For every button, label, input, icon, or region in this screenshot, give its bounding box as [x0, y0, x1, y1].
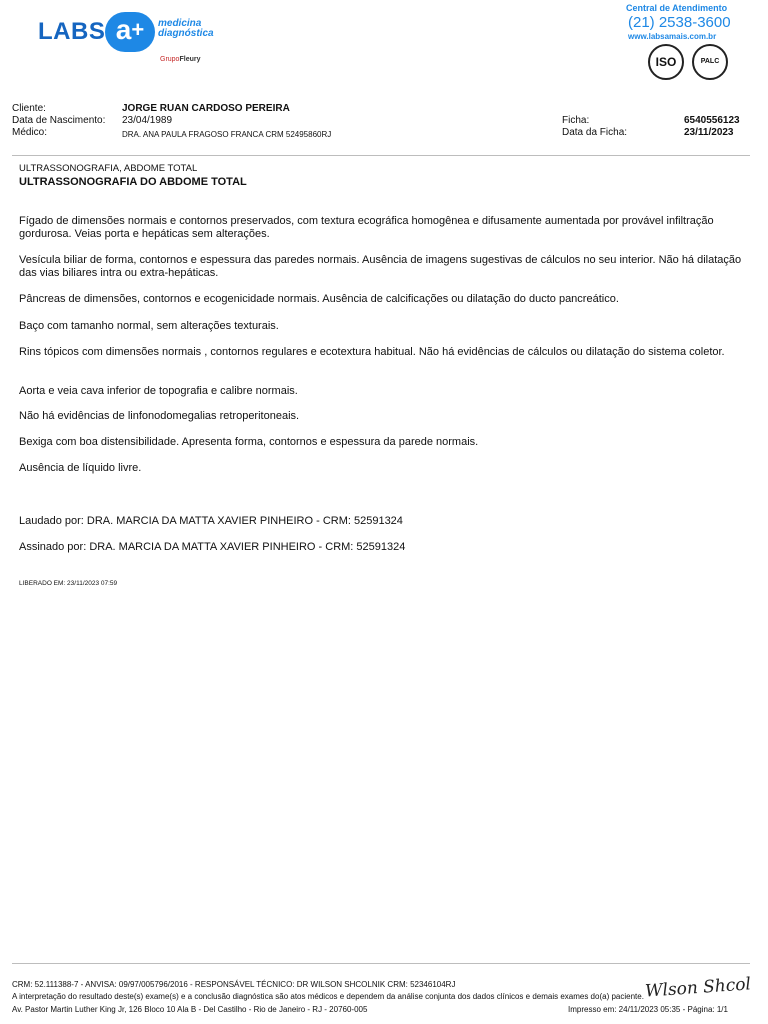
assinado-por: Assinado por: DRA. MARCIA DA MATTA XAVIER PINHEIRO - CRM: 52591324 — [19, 541, 406, 553]
footer-crm-line: CRM: 52.111388-7 - ANVISA: 09/97/005796/2016 - RESPONSÁVEL TÉCNICO: DR WILSON SHCOLNIK CRM: 52346104RJ — [12, 980, 456, 989]
paragraph-baco: Baço com tamanho normal, sem alterações texturais. — [19, 320, 279, 332]
exam-category: ULTRASSONOGRAFIA, ABDOME TOTAL — [19, 163, 198, 174]
footer-printed: Impresso em: 24/11/2023 05:35 - Página: 1/1 — [568, 1005, 728, 1014]
laudado-por: Laudado por: DRA. MARCIA DA MATTA XAVIER PINHEIRO - CRM: 52591324 — [19, 515, 403, 527]
paragraph-pancreas: Pâncreas de dimensões, contornos e ecogenicidade normais. Ausência de calcificações ou dilatação do ducto pancreático. — [19, 293, 619, 305]
ficha-label: Ficha: — [562, 115, 590, 126]
palc-seal-icon: PALC — [692, 44, 728, 80]
logo-plus-sign: + — [131, 17, 145, 42]
paragraph-vesicula: Vesícula biliar de forma, contornos e espessura das paredes normais. Ausência de imagens sugestivas de cálculos no seu interior. Não há dilatação das vias biliares intra ou extra-hepáticas. — [19, 254, 742, 279]
medico-label: Médico: — [12, 127, 48, 138]
cliente-value: JORGE RUAN CARDOSO PEREIRA — [122, 103, 290, 114]
grupo-name: Fleury — [179, 56, 201, 63]
logo-a-letter: a — [115, 14, 132, 45]
signature-image: Wlson Shcol — [644, 974, 752, 1002]
data-ficha-value: 23/11/2023 — [684, 127, 734, 138]
header-divider — [12, 155, 750, 156]
logo-sub-line1: medicina — [158, 18, 202, 29]
ficha-value: 6540556123 — [684, 115, 740, 126]
liberado-em: LIBERADO EM: 23/11/2023 07:59 — [19, 580, 118, 587]
paragraph-liquido: Ausência de líquido livre. — [19, 462, 142, 474]
cliente-label: Cliente: — [12, 103, 46, 114]
footer-divider — [12, 963, 750, 964]
central-url: www.labsamais.com.br — [628, 32, 717, 41]
exam-title: ULTRASSONOGRAFIA DO ABDOME TOTAL — [19, 176, 247, 188]
logo-labs-text: LABS — [38, 18, 106, 45]
grupo-fleury-logo — [160, 56, 200, 63]
logo-subtitle — [158, 19, 214, 39]
paragraph-linfonodos: Não há evidências de linfonodomegalias retroperitoneais. — [19, 410, 300, 422]
logo-a-plus-badge — [105, 12, 155, 52]
medico-value: DRA. ANA PAULA FRAGOSO FRANCA CRM 52495860RJ — [122, 130, 332, 139]
paragraph-bexiga: Bexiga com boa distensibilidade. Apresenta forma, contornos e espessura da parede normais. — [19, 436, 479, 448]
iso-seal-icon: ISO — [648, 44, 684, 80]
paragraph-figado: Fígado de dimensões normais e contornos preservados, com textura ecográfica homogênea e difusamente aumentada por provável infiltração gordurosa. Veias porta e hepáticas sem alterações. — [19, 215, 714, 240]
central-atendimento-title: Central de Atendimento — [626, 3, 728, 13]
paragraph-aorta: Aorta e veia cava inferior de topografia e calibre normais. — [19, 385, 298, 397]
grupo-prefix: Grupo — [160, 56, 180, 63]
central-phone: (21) 2538-3600 — [628, 14, 731, 31]
paragraph-rins: Rins tópicos com dimensões normais , contornos regulares e ecotextura habitual. Não há evidências de cálculos ou dilatação do sistema coletor. — [19, 346, 725, 358]
nascimento-value: 23/04/1989 — [122, 115, 173, 126]
data-ficha-label: Data da Ficha: — [562, 127, 628, 138]
footer-address: Av. Pastor Martin Luther King Jr, 126 Bloco 10 Ala B - Del Castilho - Rio de Janeiro - RJ - 20760-005 — [12, 1005, 368, 1014]
footer-disclaimer: A interpretação do resultado deste(s) exame(s) e a conclusão diagnóstica são atos médicos e dependem da análise conjunta dos dados clínicos e demais exames do(a) paciente. — [12, 992, 644, 1001]
logo-sub-line2: diagnóstica — [158, 28, 214, 39]
nascimento-label: Data de Nascimento: — [12, 115, 106, 126]
